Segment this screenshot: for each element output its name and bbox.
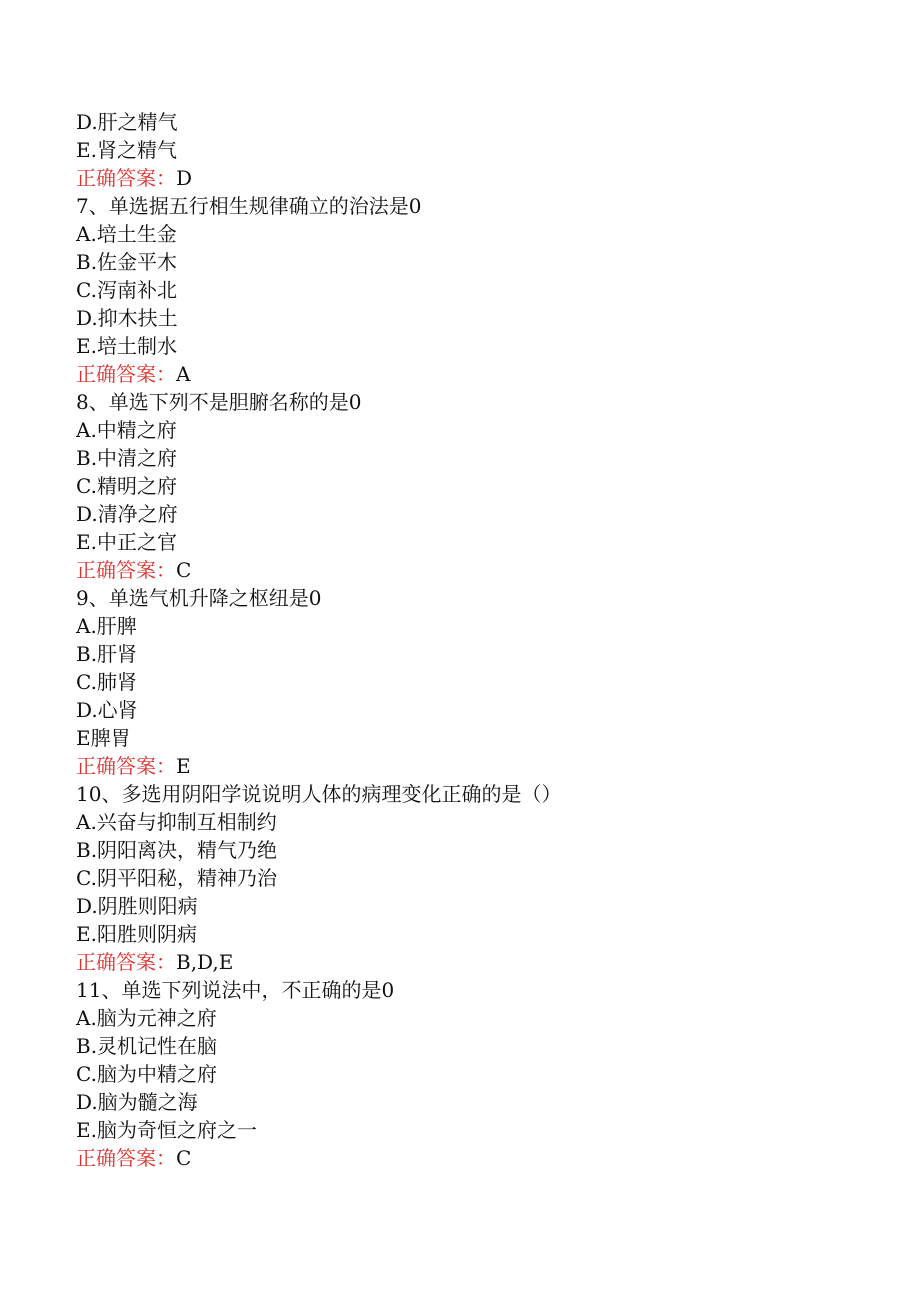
option-line: C.泻南补北 — [76, 278, 177, 302]
question-stem: 11、单选下列说法中，不正确的是0 — [76, 978, 395, 1002]
option-line: D.阴胜则阳病 — [76, 894, 198, 918]
answer-line — [76, 556, 876, 584]
option-line: A.培土生金 — [76, 222, 177, 246]
answer-value: C — [176, 558, 192, 582]
answer-line — [76, 164, 876, 192]
option-line: B.肝肾 — [76, 642, 138, 666]
option-line: A.脑为元神之府 — [76, 1006, 217, 1030]
option-line: B.阴阳离决，精气乃绝 — [76, 838, 278, 862]
option-line: C.精明之府 — [76, 474, 177, 498]
answer-line — [76, 752, 876, 780]
option-line: B.灵机记性在脑 — [76, 1034, 218, 1058]
answer-line — [76, 360, 876, 388]
answer-line — [76, 948, 876, 976]
option-line: B.中清之府 — [76, 446, 178, 470]
answer-label: 正确答案： — [76, 362, 176, 386]
option-line: D.抑木扶土 — [76, 306, 178, 330]
option-line: D.心肾 — [76, 698, 138, 722]
option-line: A.肝脾 — [76, 614, 137, 638]
document-page — [76, 108, 876, 1172]
answer-value: A — [176, 362, 191, 386]
option-line: E脾胃 — [76, 726, 131, 750]
question-stem: 9、单选气机升降之枢纽是0 — [76, 586, 322, 610]
answer-label: 正确答案： — [76, 166, 176, 190]
answer-value: B,D,E — [176, 950, 234, 974]
answer-value: E — [176, 754, 191, 778]
question-stem: 10、多选用阴阳学说说明人体的病理变化正确的是（） — [76, 782, 562, 806]
option-line: E.中正之官 — [76, 530, 177, 554]
answer-label: 正确答案： — [76, 558, 176, 582]
option-line: A.中精之府 — [76, 418, 177, 442]
option-line: A.兴奋与抑制互相制约 — [76, 810, 277, 834]
answer-label: 正确答案： — [76, 754, 176, 778]
answer-value: C — [176, 1146, 192, 1170]
option-line: D.脑为髓之海 — [76, 1090, 198, 1114]
answer-label: 正确答案： — [76, 950, 176, 974]
option-line: C.肺肾 — [76, 670, 137, 694]
option-line: E.肾之精气 — [76, 138, 177, 162]
option-line: D.肝之精气 — [76, 110, 178, 134]
answer-line — [76, 1144, 876, 1172]
answer-label: 正确答案： — [76, 1146, 176, 1170]
option-line: C.脑为中精之府 — [76, 1062, 217, 1086]
option-line: E.阳胜则阴病 — [76, 922, 197, 946]
option-line: E.脑为奇恒之府之一 — [76, 1118, 257, 1142]
question-stem: 8、单选下列不是胆腑名称的是0 — [76, 390, 362, 414]
option-line: D.清净之府 — [76, 502, 178, 526]
option-line: E.培土制水 — [76, 334, 177, 358]
option-line: C.阴平阳秘，精神乃治 — [76, 866, 277, 890]
option-line: B.佐金平木 — [76, 250, 178, 274]
answer-value: D — [176, 166, 193, 190]
question-stem: 7、单选据五行相生规律确立的治法是0 — [76, 194, 422, 218]
